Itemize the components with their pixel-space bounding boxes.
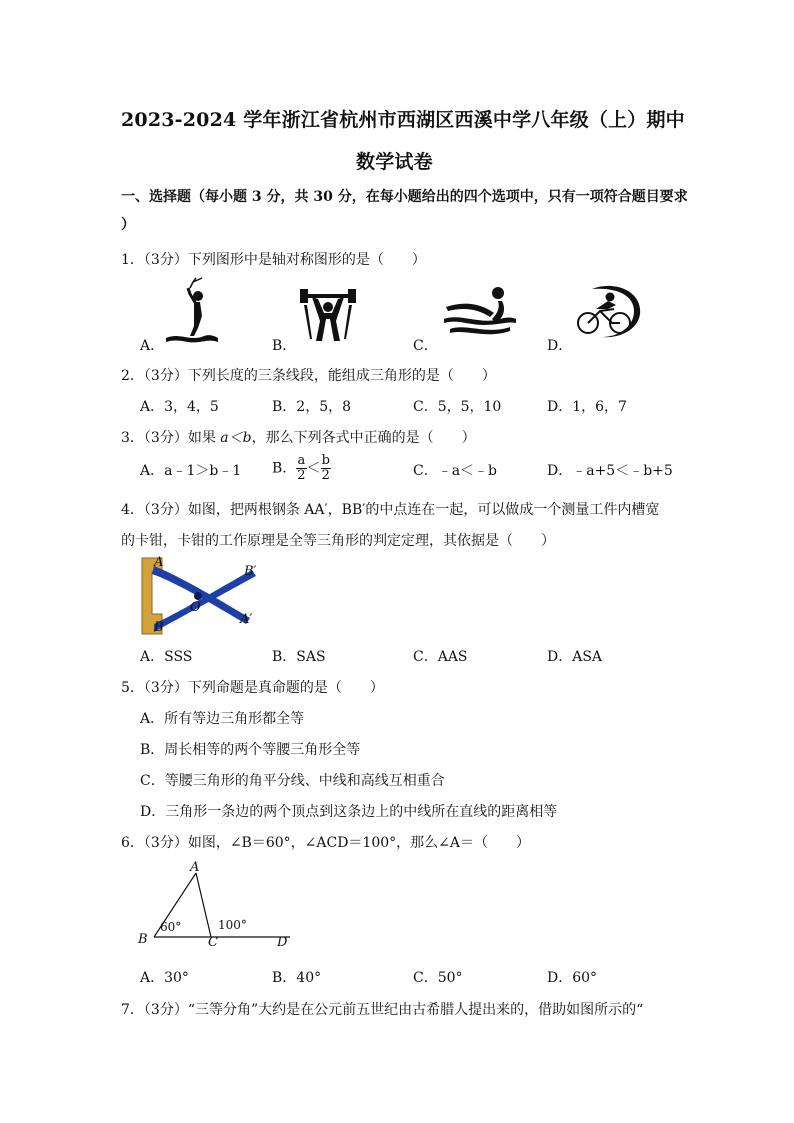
swimmer-icon (440, 283, 520, 343)
golfer-icon (160, 276, 220, 346)
page-subtitle: 数学试卷 (356, 151, 433, 173)
question-5: 5．（3分）下列命题是真命题的是（ ） (121, 680, 384, 696)
question-7: 7．（3分）“三等分角”大约是在公元前五世纪由古希腊人提出来的，借助如图所示的“ (121, 1002, 644, 1018)
q1-option-d[interactable]: D． (547, 338, 573, 354)
q5-option-b[interactable]: B．周长相等的两个等腰三角形全等 (140, 742, 361, 758)
fig-label-a-prime: A′ (240, 612, 253, 627)
fig6-label-a: A (190, 860, 200, 875)
question-4-line2: 的卡钳，卡钳的工作原理是全等三角形的判定定理，其依据是（ ） (121, 533, 555, 549)
q3-text-pre: 3．（3分）如果 (121, 430, 221, 446)
q1-option-c[interactable]: C． (413, 338, 438, 354)
section-heading: 一、选择题（每小题 3 分，共 30 分，在每小题给出的四个选项中，只有一项符合题目要求 (121, 189, 688, 205)
q2-option-b[interactable]: B．2，5，8 (272, 399, 352, 415)
q1-option-a[interactable]: A． (140, 338, 165, 354)
fig6-angle-c: 100° (218, 918, 247, 932)
q3-text-post: ，那么下列各式中正确的是（ ） (251, 430, 476, 446)
q5-option-d[interactable]: D．三角形一条边的两个顶点到这条边上的中线所在直线的距离相等 (140, 804, 558, 820)
q6-option-c[interactable]: C．50° (413, 970, 463, 986)
less-than-sign: ＜ (306, 460, 321, 477)
q2-option-c[interactable]: C．5，5，10 (413, 399, 502, 415)
q5-option-a[interactable]: A．所有等边三角形都全等 (140, 711, 305, 727)
cyclist-icon (572, 283, 644, 343)
fig-label-o: O (190, 600, 201, 615)
q3-option-c[interactable]: C．﹣a＜﹣b (413, 463, 498, 479)
q3-option-b[interactable] (272, 454, 331, 483)
q3-option-d[interactable]: D．﹣a+5＜﹣b+5 (547, 463, 673, 479)
q6-option-d[interactable]: D．60° (547, 970, 598, 986)
q6-option-a[interactable]: A．30° (140, 970, 189, 986)
q3-option-b-label: B． (272, 460, 297, 477)
fig6-label-b: B (138, 932, 148, 947)
q2-option-a[interactable]: A．3，4，5 (140, 399, 219, 415)
q3-option-a[interactable]: A．a﹣1＞b﹣1 (140, 463, 242, 479)
fraction-b-over-2: $\frac{b}{2}$ (321, 453, 330, 483)
question-6: 6．（3分）如图，∠B＝60°，∠ACD＝100°，那么∠A＝（ ） (121, 835, 530, 851)
fig6-angle-b: 60° (160, 920, 182, 934)
weightlifter-icon (298, 285, 358, 345)
q4-option-d[interactable]: D．ASA (547, 649, 603, 665)
fraction-a-over-2: $\frac{a}{2}$ (297, 453, 306, 483)
page-title: 2023-2024 学年浙江省杭州市西湖区西溪中学八年级（上）期中 (121, 109, 685, 131)
question-4-line1: 4．（3分）如图，把两根钢条 AA′，BB′的中点连在一起，可以做成一个测量工件内槽宽 (121, 502, 660, 518)
q4-option-a[interactable]: A．SSS (140, 649, 193, 665)
q6-option-b[interactable]: B．40° (272, 970, 322, 986)
q5-option-c[interactable]: C．等腰三角形的角平分线、中线和高线互相重合 (140, 773, 445, 789)
q4-option-b[interactable]: B．SAS (272, 649, 326, 665)
fig6-label-d: D (277, 935, 288, 950)
question-2: 2．（3分）下列长度的三条线段，能组成三角形的是（ ） (121, 368, 496, 384)
q4-option-c[interactable]: C．AAS (413, 649, 468, 665)
question-1: 1．（3分）下列图形中是轴对称图形的是（ ） (121, 252, 426, 268)
fig-label-a: A (154, 555, 164, 570)
q3-condition: a＜b (220, 430, 252, 446)
fig-label-b-prime: B′ (244, 564, 257, 579)
q2-option-d[interactable]: D．1，6，7 (547, 399, 627, 415)
fig6-label-c: C (208, 935, 218, 950)
question-3 (121, 427, 476, 447)
triangle-figure (140, 860, 300, 950)
fig-label-b: B (154, 620, 164, 635)
q1-option-b[interactable]: B． (272, 338, 297, 354)
section-heading-tail: ） (121, 217, 135, 233)
